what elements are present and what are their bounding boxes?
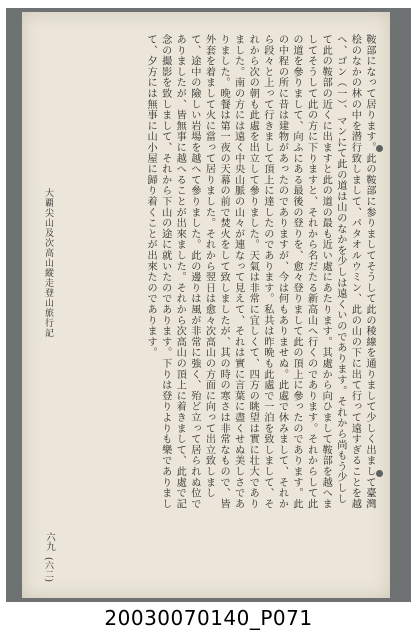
page-number-alt: (六二) xyxy=(43,557,53,583)
binding-hole-bottom xyxy=(376,470,383,477)
document-page xyxy=(22,12,390,598)
page-number: 六九 xyxy=(44,532,55,551)
body-text: 鞍部になって居ります。此の鞍部に参りましてそうして此の稜線を通りまして少しく出まして臺灣桧のなかの林の中を潜行致しまして、パタオルウミン、此の山の下に出て行って遠すぎることを越へ、ゴン（一）、マンにて此の道は山のなかを少しは遠くいのであります。それから尚もう少しして此の鞍部の近くに出ますと此の道の最も近い處にあたります。其處から向ひまして鞍部を越へましてそうして此の方に下りますと、それから名だたる新高山へ行くのであります。それからして此の道を參りまして、向ふにある最後の登りを、愈々登りまして此の頂上に參ったのであります。此の中程の所に昔は建物があったのでありますが、今は何もありませぬ。此處で休みまして、それから段々と上って行きまして頂上に達したのであります。私共は昨晩も此處で一泊を致しまして、それから次の朝も此處を出立して參りました。天氣は非常に宜しくて、四方の眺望は實に壮大でありました。南の方には遠く中央山脈の山々が連なって見えて、それは實に言葉に盡くせぬ美しさでありました。晩餐は第一夜の天幕の前で焚火をして致しましたが、其の時の寒さは非常なもので、皆外套を着まして火に當って居りました。それから翌日は愈々次高山の方面に向って出立致しまして、途中の險しい岩場を越へて參りました。此の邊りは風が非常に強く、殆ど立って居られぬ位でありましたが、皆無事に越へることが出來ました。それから次高山の頂上に着きまして、此處で記念の撮影を致しまして、それから下山の途に就いたのであります。下りは登りよりも樂でありまして、夕方には無事に山小屋に歸り着くことが出來たのであります。 xyxy=(145,34,375,510)
scan-background xyxy=(6,8,411,602)
running-title: 大覇尖山及次高山縱走登山旅行記 xyxy=(43,188,53,338)
image-caption: 20030070140_P071 xyxy=(104,606,313,630)
binding-hole-top xyxy=(376,145,383,152)
